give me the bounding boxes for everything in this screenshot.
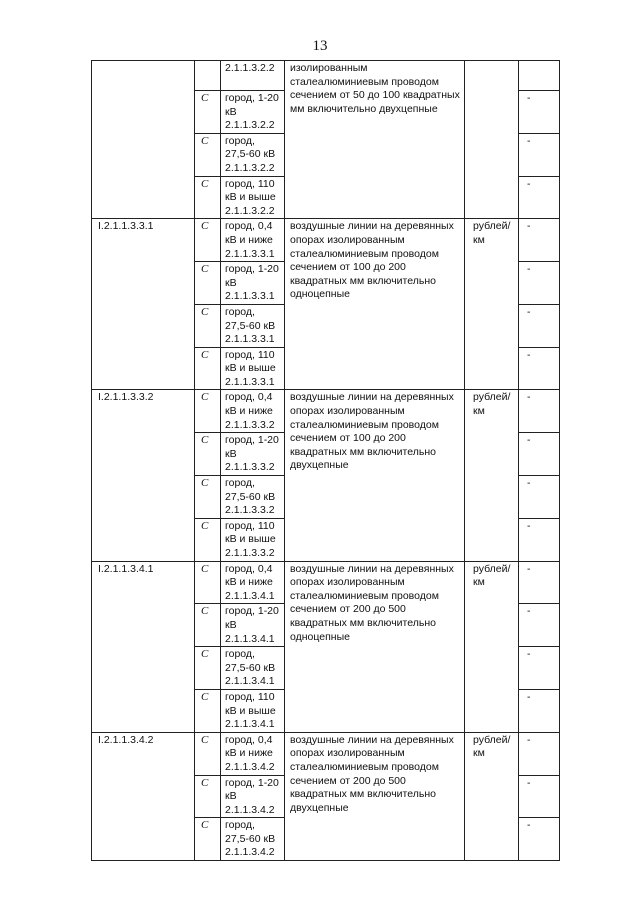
flag-cell: С (195, 732, 221, 775)
code-cell: I.2.1.1.3.3.2 (92, 390, 195, 561)
value-cell: - (519, 775, 560, 818)
value-cell: - (519, 91, 560, 134)
flag-cell: С (195, 561, 221, 604)
region-cell: город, 110 кВ и выше 2.1.1.3.3.2 (221, 518, 285, 561)
flag-cell: С (195, 604, 221, 647)
flag-cell: С (195, 647, 221, 690)
code-cell: I.2.1.1.3.4.2 (92, 732, 195, 860)
flag-cell: С (195, 219, 221, 262)
flag-cell: С (195, 689, 221, 732)
value-cell: - (519, 561, 560, 604)
unit-cell: рублей/км (465, 732, 519, 860)
region-cell: город, 0,4 кВ и ниже 2.1.1.3.4.2 (221, 732, 285, 775)
region-cell: город, 0,4 кВ и ниже 2.1.1.3.3.1 (221, 219, 285, 262)
value-cell: - (519, 476, 560, 519)
flag-cell: С (195, 775, 221, 818)
region-cell: город, 0,4 кВ и ниже 2.1.1.3.3.2 (221, 390, 285, 433)
unit-cell: рублей/км (465, 390, 519, 561)
description-cell: изолированным сталеалюминиевым проводом сечением от 50 до 100 квадратных мм включительно двухцепные (285, 61, 465, 219)
region-cell: город, 1-20 кВ 2.1.1.3.3.1 (221, 262, 285, 305)
description-cell: воздушные линии на деревянных опорах изолированным сталеалюминиевым проводом сечением от 200 до 500 квадратных мм включительно одноцепные (285, 561, 465, 732)
page-number: 13 (312, 38, 328, 54)
value-cell: - (519, 133, 560, 176)
region-cell: город, 27,5-60 кВ 2.1.1.3.2.2 (221, 133, 285, 176)
value-cell: - (519, 347, 560, 390)
value-cell: - (519, 732, 560, 775)
value-cell: - (519, 219, 560, 262)
code-cell: I.2.1.1.3.3.1 (92, 219, 195, 390)
flag-cell: С (195, 433, 221, 476)
flag-cell: С (195, 818, 221, 861)
region-cell: город, 27,5-60 кВ 2.1.1.3.3.2 (221, 476, 285, 519)
flag-cell: С (195, 91, 221, 134)
flag-cell: С (195, 262, 221, 305)
region-cell: город, 110 кВ и выше 2.1.1.3.3.1 (221, 347, 285, 390)
table-row (92, 61, 560, 91)
value-cell: - (519, 433, 560, 476)
region-cell: город, 1-20 кВ 2.1.1.3.4.1 (221, 604, 285, 647)
value-cell: - (519, 689, 560, 732)
code-cell (92, 61, 195, 219)
flag-cell: С (195, 518, 221, 561)
table-row (92, 219, 560, 262)
value-cell: - (519, 390, 560, 433)
region-cell: город, 27,5-60 кВ 2.1.1.3.4.1 (221, 647, 285, 690)
flag-cell: С (195, 390, 221, 433)
description-cell: воздушные линии на деревянных опорах изолированным сталеалюминиевым проводом сечением от 100 до 200 квадратных мм включительно двухцепные (285, 390, 465, 561)
region-cell: город, 1-20 кВ 2.1.1.3.4.2 (221, 775, 285, 818)
region-cell: город, 1-20 кВ 2.1.1.3.2.2 (221, 91, 285, 134)
region-cell: город, 110 кВ и выше 2.1.1.3.2.2 (221, 176, 285, 219)
value-cell: - (519, 647, 560, 690)
unit-cell: рублей/км (465, 219, 519, 390)
description-cell: воздушные линии на деревянных опорах изолированным сталеалюминиевым проводом сечением от 200 до 500 квадратных мм включительно двухцепные (285, 732, 465, 860)
table-row (92, 561, 560, 604)
tariff-table (91, 60, 560, 861)
region-cell: город, 27,5-60 кВ 2.1.1.3.4.2 (221, 818, 285, 861)
value-cell: - (519, 304, 560, 347)
flag-cell: С (195, 347, 221, 390)
unit-cell (465, 61, 519, 219)
flag-cell: С (195, 133, 221, 176)
flag-cell: С (195, 476, 221, 519)
region-cell: город, 27,5-60 кВ 2.1.1.3.3.1 (221, 304, 285, 347)
unit-cell: рублей/км (465, 561, 519, 732)
description-cell: воздушные линии на деревянных опорах изолированным сталеалюминиевым проводом сечением от 100 до 200 квадратных мм включительно одноцепные (285, 219, 465, 390)
value-cell: - (519, 818, 560, 861)
region-cell: город, 110 кВ и выше 2.1.1.3.4.1 (221, 689, 285, 732)
region-cell: город, 0,4 кВ и ниже 2.1.1.3.4.1 (221, 561, 285, 604)
code-cell: I.2.1.1.3.4.1 (92, 561, 195, 732)
flag-cell (195, 61, 221, 91)
region-cell: город, 1-20 кВ 2.1.1.3.3.2 (221, 433, 285, 476)
value-cell: - (519, 262, 560, 305)
region-cell: 2.1.1.3.2.2 (221, 61, 285, 91)
value-cell (519, 61, 560, 91)
value-cell: - (519, 604, 560, 647)
flag-cell: С (195, 304, 221, 347)
table-row (92, 732, 560, 775)
value-cell: - (519, 518, 560, 561)
flag-cell: С (195, 176, 221, 219)
value-cell: - (519, 176, 560, 219)
table-row (92, 390, 560, 433)
